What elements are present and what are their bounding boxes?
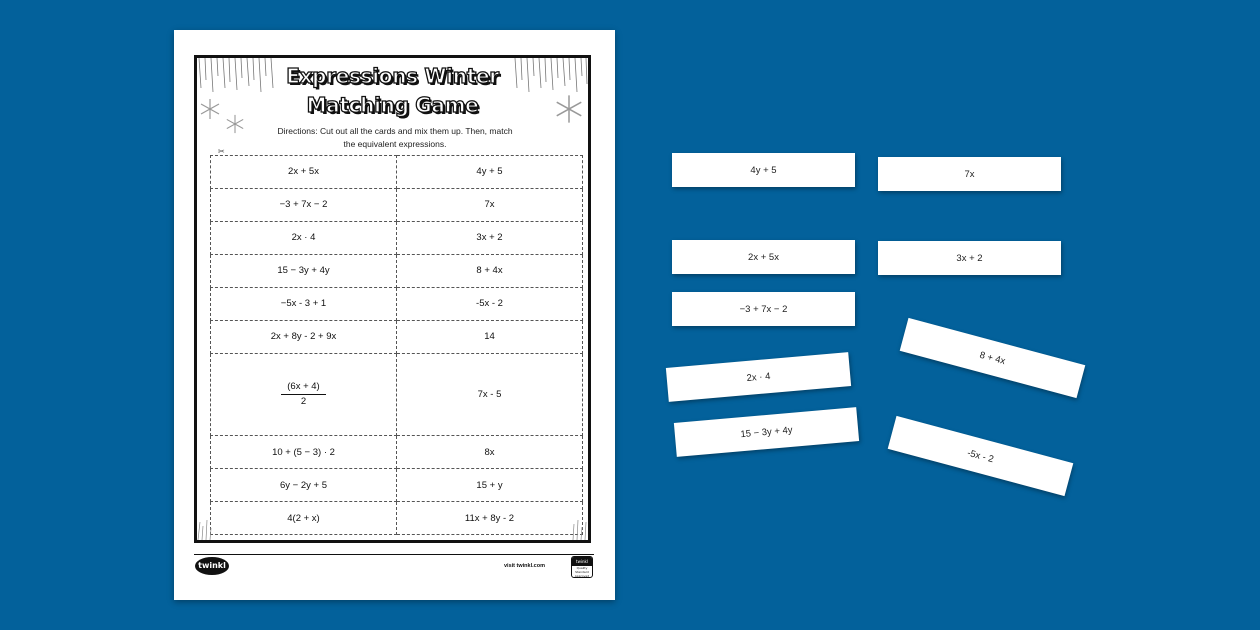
cut-card[interactable]: 7x [878,157,1061,191]
card-cell: 2x · 4 [211,221,397,254]
card-cell: 7x [397,188,583,221]
cut-card[interactable]: 2x + 5x [672,240,855,274]
badge-text: Quality Standard Approved [574,566,590,578]
card-cell: −3 + 7x − 2 [211,188,397,221]
snowflake-icon [225,114,245,134]
table-row [211,353,583,435]
title-line-1: Expressions Winter [286,64,499,88]
card-cell: -5x - 2 [397,287,583,320]
table-row [211,320,583,353]
card-cell: 3x + 2 [397,221,583,254]
scissors-icon: ✂ [218,147,225,156]
cut-card[interactable]: −3 + 7x − 2 [672,292,855,326]
table-row [211,156,583,189]
snowflake-icon [199,98,221,120]
card-cell: −5x - 3 + 1 [211,287,397,320]
table-row [211,436,583,469]
card-cell-fraction [211,353,397,435]
badge-top: twinkl [572,557,592,566]
fraction-numerator: (6x + 4) [281,380,325,395]
twinkl-logo: twinkl [195,557,229,575]
card-cell: 8x [397,436,583,469]
table-row [211,287,583,320]
card-cell: 2x + 8y - 2 + 9x [211,320,397,353]
table-row [211,469,583,502]
card-cell: 14 [397,320,583,353]
snowflake-icon [554,94,584,124]
directions-text: Directions: Cut out all the cards and mix them up. Then, match the equivalent expressions. [277,126,513,149]
cut-card[interactable]: 2x · 4 [666,352,851,402]
worksheet-page [174,30,615,600]
worksheet-border [194,55,591,543]
table-row [211,221,583,254]
card-cell: 11x + 8y - 2 [397,502,583,535]
grass-decoration [197,518,588,540]
cut-card[interactable]: -5x - 2 [888,416,1074,496]
fraction-denominator: 2 [300,395,307,407]
title-line-2: Matching Game [306,93,479,117]
cut-card[interactable]: 8 + 4x [900,318,1086,398]
cut-card[interactable]: 4y + 5 [672,153,855,187]
card-cell: 4y + 5 [397,156,583,189]
table-row [211,188,583,221]
card-cell: 15 + y [397,469,583,502]
visit-link[interactable]: visit twinkl.com [504,563,545,569]
cut-card[interactable]: 15 − 3y + 4y [674,407,859,457]
card-cell: 15 − 3y + 4y [211,254,397,287]
card-cell: 8 + 4x [397,254,583,287]
card-cell: 7x - 5 [397,353,583,435]
card-cell: 6y − 2y + 5 [211,469,397,502]
card-cell: 2x + 5x [211,156,397,189]
quality-badge-icon [571,556,593,578]
table-row [211,254,583,287]
cut-card[interactable]: 3x + 2 [878,241,1061,275]
fraction [281,380,325,409]
worksheet-title [197,62,588,120]
card-cell: 4(2 + x) [211,502,397,535]
footer-divider [194,554,594,555]
card-grid [210,155,583,535]
card-cell: 10 + (5 − 3) · 2 [211,436,397,469]
